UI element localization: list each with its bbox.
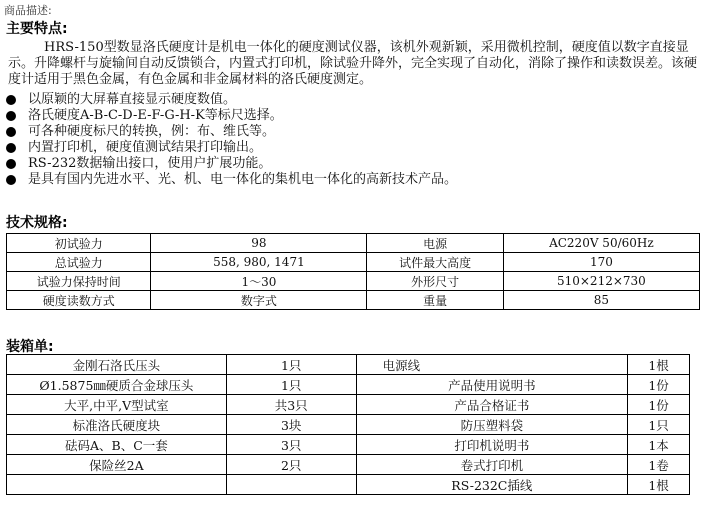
- spec-label: 重量: [367, 291, 503, 310]
- specs-heading: 技术规格:: [6, 215, 68, 231]
- packing-item: 产品合格证书: [356, 395, 628, 415]
- bullet-item: [6, 172, 457, 188]
- packing-item: 卷式打印机: [356, 455, 628, 475]
- bullet-text: 以原颖的大屏幕直接显示硬度数值。: [28, 92, 237, 107]
- packing-item: 打印机说明书: [356, 435, 628, 455]
- packing-item: 防压塑料袋: [356, 415, 628, 435]
- product-description-caption: 商品描述:: [4, 4, 52, 17]
- spec-label: 电源: [367, 234, 503, 253]
- packing-qty: 3只: [226, 435, 356, 455]
- bullet-icon: [6, 175, 16, 185]
- table-row: [7, 291, 700, 310]
- table-row: [7, 475, 690, 495]
- table-row: [7, 234, 700, 253]
- packing-item: RS-232C插线: [356, 475, 628, 495]
- table-row: [7, 253, 700, 272]
- features-heading: 主要特点:: [6, 21, 68, 37]
- packing-item: Ø1.5875㎜硬质合金球压头: [7, 375, 227, 395]
- packing-qty: 1根: [628, 355, 690, 375]
- features-paragraph: HRS-150型数显洛氏硬度计是机电一体化的硬度测试仪器，该机外观新颖，采用微机控制，硬度值以数字直接显示。升降螺杆与旋输间自动反馈锁合，内置式打印机，除试验升降外，完全实现了自动化，消除了操作和读数误差。该硬度计适用于黑色金属，有色金属和非金属材料的洛氏硬度测定。: [8, 40, 698, 87]
- bullet-icon: [6, 127, 16, 137]
- bullet-item: [6, 124, 457, 140]
- bullet-icon: [6, 159, 16, 169]
- spec-label: 试验力保持时间: [7, 272, 151, 291]
- packing-qty: 3块: [226, 415, 356, 435]
- bullet-text: 可各种硬度标尺的转换，例：布、维氏等。: [28, 124, 276, 139]
- table-row: [7, 375, 690, 395]
- spec-value: 85: [503, 291, 699, 310]
- packing-qty: 1只: [226, 375, 356, 395]
- packing-qty: 1份: [628, 395, 690, 415]
- packing-item: 大平,中平,V型试室: [7, 395, 227, 415]
- packing-item: [7, 475, 227, 495]
- bullet-text: 洛氏硬度A-B-C-D-E-F-G-H-K等标尺选择。: [28, 108, 283, 123]
- table-row: [7, 355, 690, 375]
- table-row: [7, 415, 690, 435]
- packing-qty: 1根: [628, 475, 690, 495]
- packing-list-heading: 装箱单:: [6, 339, 54, 355]
- packing-item: 砝码A、B、C一套: [7, 435, 227, 455]
- bullet-text: RS-232数据输出接口，使用户扩展功能。: [28, 156, 272, 171]
- packing-item: 产品使用说明书: [356, 375, 628, 395]
- bullet-icon: [6, 143, 16, 153]
- spec-label: 外形尺寸: [367, 272, 503, 291]
- table-row: [7, 395, 690, 415]
- packing-item: 标准洛氏硬度块: [7, 415, 227, 435]
- bullet-text: 是具有国内先进水平、光、机、电一体化的集机电一体化的高新技术产品。: [28, 172, 458, 187]
- spec-value: 170: [503, 253, 699, 272]
- bullet-item: [6, 92, 457, 108]
- packing-qty: 1只: [628, 415, 690, 435]
- spec-label: 试件最大高度: [367, 253, 503, 272]
- features-bullet-list: [6, 92, 457, 188]
- bullet-icon: [6, 95, 16, 105]
- spec-value: 558, 980, 1471: [151, 253, 367, 272]
- table-row: [7, 435, 690, 455]
- packing-qty: 1本: [628, 435, 690, 455]
- spec-value: 数字式: [151, 291, 367, 310]
- spec-value: AC220V 50/60Hz: [503, 234, 699, 253]
- packing-item: 电源线: [356, 355, 628, 375]
- spec-value: 98: [151, 234, 367, 253]
- spec-value: 510×212×730: [503, 272, 699, 291]
- spec-label: 硬度读数方式: [7, 291, 151, 310]
- bullet-icon: [6, 111, 16, 121]
- packing-qty: 共3只: [226, 395, 356, 415]
- spec-label: 初试验力: [7, 234, 151, 253]
- spec-value: 1～30: [151, 272, 367, 291]
- packing-qty: 1份: [628, 375, 690, 395]
- bullet-text: 内置打印机，硬度值测试结果打印输出。: [28, 140, 263, 155]
- spec-label: 总试验力: [7, 253, 151, 272]
- packing-qty: 1卷: [628, 455, 690, 475]
- packing-qty: 1只: [226, 355, 356, 375]
- packing-item: 金刚石洛氏压头: [7, 355, 227, 375]
- table-row: [7, 272, 700, 291]
- bullet-item: [6, 156, 457, 172]
- packing-list-table: [6, 354, 690, 495]
- bullet-item: [6, 140, 457, 156]
- packing-item: 保险丝2A: [7, 455, 227, 475]
- specs-table: [6, 233, 700, 310]
- bullet-item: [6, 108, 457, 124]
- table-row: [7, 455, 690, 475]
- packing-qty: 2只: [226, 455, 356, 475]
- packing-qty: [226, 475, 356, 495]
